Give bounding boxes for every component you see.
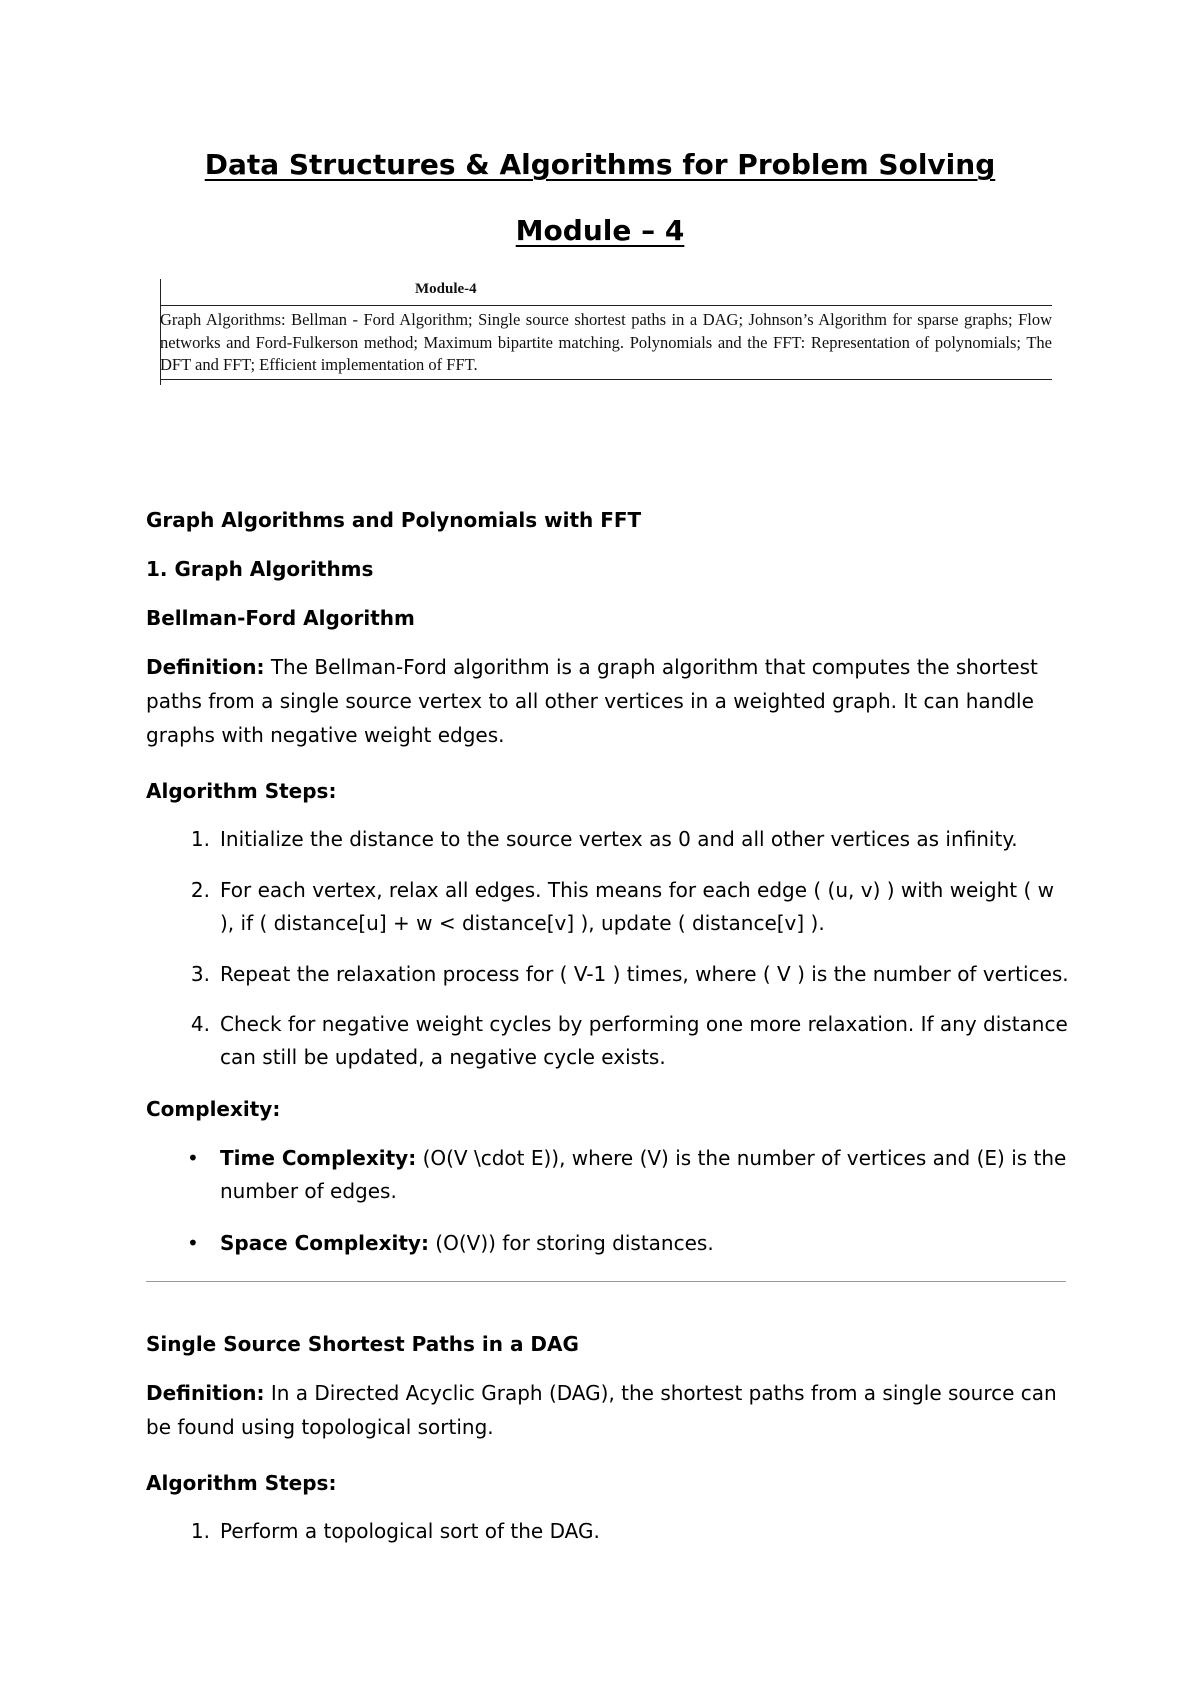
list-item <box>190 958 1070 991</box>
bullet-label: Time Complexity: <box>220 1146 417 1170</box>
list-number: 1. <box>190 827 210 851</box>
horizontal-divider <box>146 1281 1066 1282</box>
list-item <box>190 874 1070 940</box>
table-bottom-rule <box>160 379 1052 380</box>
document-title: Data Structures & Algorithms for Problem Solving <box>204 148 996 181</box>
list-text: For each vertex, relax all edges. This means for each edge ( (u, v) ) with weight ( w ), if ( distance[u] + w < distance[v] ), update ( distance[v] ). <box>220 878 1054 935</box>
section-heading: 1. Graph Algorithms <box>146 557 374 581</box>
definition-label: Definition: <box>146 655 265 679</box>
complexity-heading: Complexity: <box>146 1097 281 1121</box>
list-text: Check for negative weight cycles by performing one more relaxation. If any distance can still be updated, a negative cycle exists. <box>220 1012 1068 1069</box>
bullet-item <box>187 1142 1070 1208</box>
definition-text: The Bellman-Ford algorithm is a graph algorithm that computes the shortest paths from a single source vertex to all other vertices in a weighted graph. It can handle graphs with negative weight edges. <box>146 655 1038 747</box>
definition-label: Definition: <box>146 1381 265 1405</box>
module-title: Module – 4 <box>515 214 685 247</box>
list-number: 4. <box>190 1012 210 1036</box>
syllabus-table <box>160 279 1052 380</box>
bullet-label: Space Complexity: <box>220 1231 429 1255</box>
syllabus-text: Graph Algorithms: Bellman - Ford Algorithm; Single source shortest paths in a DAG; Johnson’s Algorithm for sparse graphs; Flow networks and Ford-Fulkerson method; Maximum bipartite matching. Polynomials and the FFT: Representation of polynomials; The DFT and FFT; Efficient implementation of FFT. <box>160 310 1052 374</box>
subsection-heading: Single Source Shortest Paths in a DAG <box>146 1332 579 1356</box>
list-text: Repeat the relaxation process for ( V-1 ) times, where ( V ) is the number of vertices. <box>220 962 1069 986</box>
bullet-icon: • <box>187 1146 199 1170</box>
definition-paragraph <box>146 1376 1068 1444</box>
table-top-rule <box>160 305 1052 306</box>
list-number: 2. <box>190 878 210 902</box>
bullet-item <box>187 1227 1070 1260</box>
subsection-heading: Bellman-Ford Algorithm <box>146 606 415 630</box>
bullet-text: (O(V \cdot E)), where (V) is the number of vertices and (E) is the number of edges. <box>220 1146 1067 1203</box>
list-text: Initialize the distance to the source vertex as 0 and all other vertices as infinity. <box>220 827 1018 851</box>
steps-heading: Algorithm Steps: <box>146 779 337 803</box>
list-number: 3. <box>190 962 210 986</box>
main-heading: Graph Algorithms and Polynomials with FFT <box>146 508 642 532</box>
syllabus-caption: Module-4 <box>415 281 477 297</box>
bullet-text: (O(V)) for storing distances. <box>428 1231 714 1255</box>
definition-text: In a Directed Acyclic Graph (DAG), the shortest paths from a single source can be found using topological sorting. <box>146 1381 1057 1439</box>
list-item <box>190 1515 1070 1548</box>
list-item <box>190 1008 1070 1074</box>
list-text: Perform a topological sort of the DAG. <box>220 1519 600 1543</box>
steps-heading: Algorithm Steps: <box>146 1471 337 1495</box>
definition-paragraph <box>146 650 1068 752</box>
bullet-icon: • <box>187 1231 199 1255</box>
list-number: 1. <box>190 1519 210 1543</box>
list-item <box>190 823 1070 856</box>
